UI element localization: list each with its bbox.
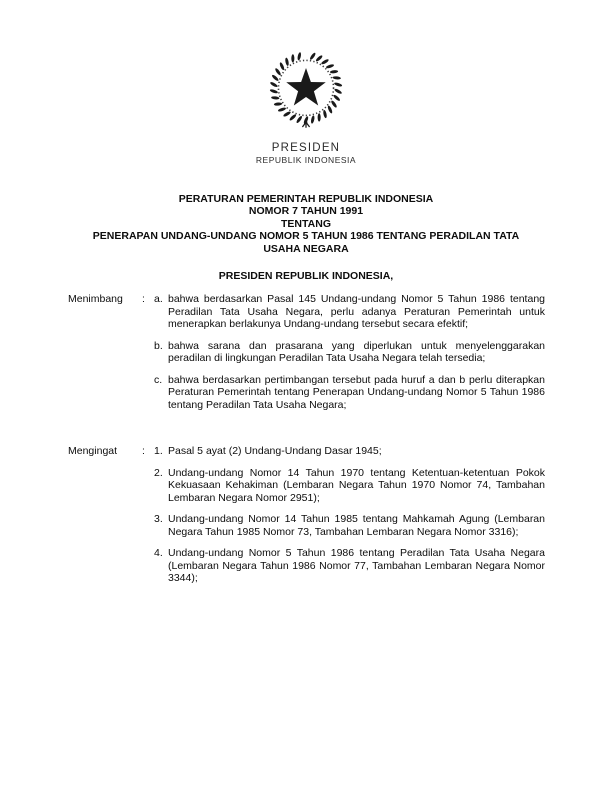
title-line-3: TENTANG — [281, 217, 331, 230]
list-item — [154, 467, 545, 505]
regulation-title — [56, 193, 556, 256]
section-label: Mengingat — [68, 445, 118, 458]
star-wreath-icon — [266, 48, 346, 131]
item-marker: c. — [154, 373, 163, 386]
letterhead-republik-indonesia: REPUBLIK INDONESIA — [255, 155, 357, 166]
list-item — [154, 513, 545, 538]
item-text: Undang-undang Nomor 5 Tahun 1986 tentang Peradilan Tata Usaha Negara (Lembaran Negara Tahun 1986 Nomor 77, Tambahan Lembaran Negara Nomor 3344); — [168, 547, 545, 585]
letterhead — [0, 142, 612, 166]
section-menimbang — [68, 293, 545, 411]
item-text: bahwa berdasarkan pertimbangan tersebut pada huruf a dan b perlu diterapkan Peraturan Pemerintah tentang Penerapan Undang-undang Nomor 5 Tahun 1986 tentang Peradilan Tata Usaha Negara; — [168, 373, 545, 411]
title-line-4: PENERAPAN UNDANG-UNDANG NOMOR 5 TAHUN 1986 TENTANG PERADILAN TATA — [92, 230, 520, 243]
item-marker: 3. — [154, 513, 163, 526]
list-item — [154, 340, 545, 365]
presidential-emblem — [266, 48, 346, 131]
preamble-heading: PRESIDEN REPUBLIK INDONESIA, — [218, 270, 394, 283]
title-line-2: NOMOR 7 TAHUN 1991 — [248, 205, 364, 218]
title-line-5: USAHA NEGARA — [263, 242, 349, 255]
list-item — [154, 445, 545, 458]
item-text: bahwa berdasarkan Pasal 145 Undang-undang Nomor 5 Tahun 1986 tentang Peradilan Tata Usaha Negara, perlu adanya Peraturan Pemerintah untuk menerapkan berlakunya Undang-undang tersebut secara efektif; — [168, 293, 545, 331]
item-text: Undang-undang Nomor 14 Tahun 1970 tentang Ketentuan-ketentuan Pokok Kekuasaan Kehakiman (Lembaran Negara Tahun 1970 Nomor 74, Tambahan Lembaran Negara Nomor 2951); — [168, 466, 545, 504]
item-marker: a. — [154, 293, 163, 306]
ribbon-knot-icon — [302, 121, 309, 128]
list-item — [154, 374, 545, 412]
body-sections — [68, 293, 545, 585]
letterhead-presiden: PRESIDEN — [271, 142, 341, 154]
item-marker: b. — [154, 339, 163, 352]
list-item — [154, 293, 545, 331]
item-text: Pasal 5 ayat (2) Undang-Undang Dasar 1945; — [168, 445, 382, 458]
list-item — [154, 547, 545, 585]
item-marker: 4. — [154, 547, 163, 560]
item-text: Undang-undang Nomor 14 Tahun 1985 tentang Mahkamah Agung (Lembaran Negara Tahun 1985 Nomor 73, Tambahan Lembaran Negara Nomor 3316); — [168, 513, 545, 538]
section-colon: : — [142, 293, 145, 306]
section-colon: : — [142, 445, 145, 458]
section-label: Menimbang — [68, 293, 123, 306]
star-icon — [286, 68, 325, 106]
item-marker: 1. — [154, 445, 163, 458]
item-marker: 2. — [154, 466, 163, 479]
section-mengingat — [68, 445, 545, 585]
section-items — [154, 445, 545, 585]
item-text: bahwa sarana dan prasarana yang diperlukan untuk menyelenggarakan peradilan di lingkungan Peradilan Tata Usaha Negara telah tersedia; — [168, 339, 545, 365]
section-items — [154, 293, 545, 411]
title-line-1: PERATURAN PEMERINTAH REPUBLIK INDONESIA — [178, 192, 434, 205]
